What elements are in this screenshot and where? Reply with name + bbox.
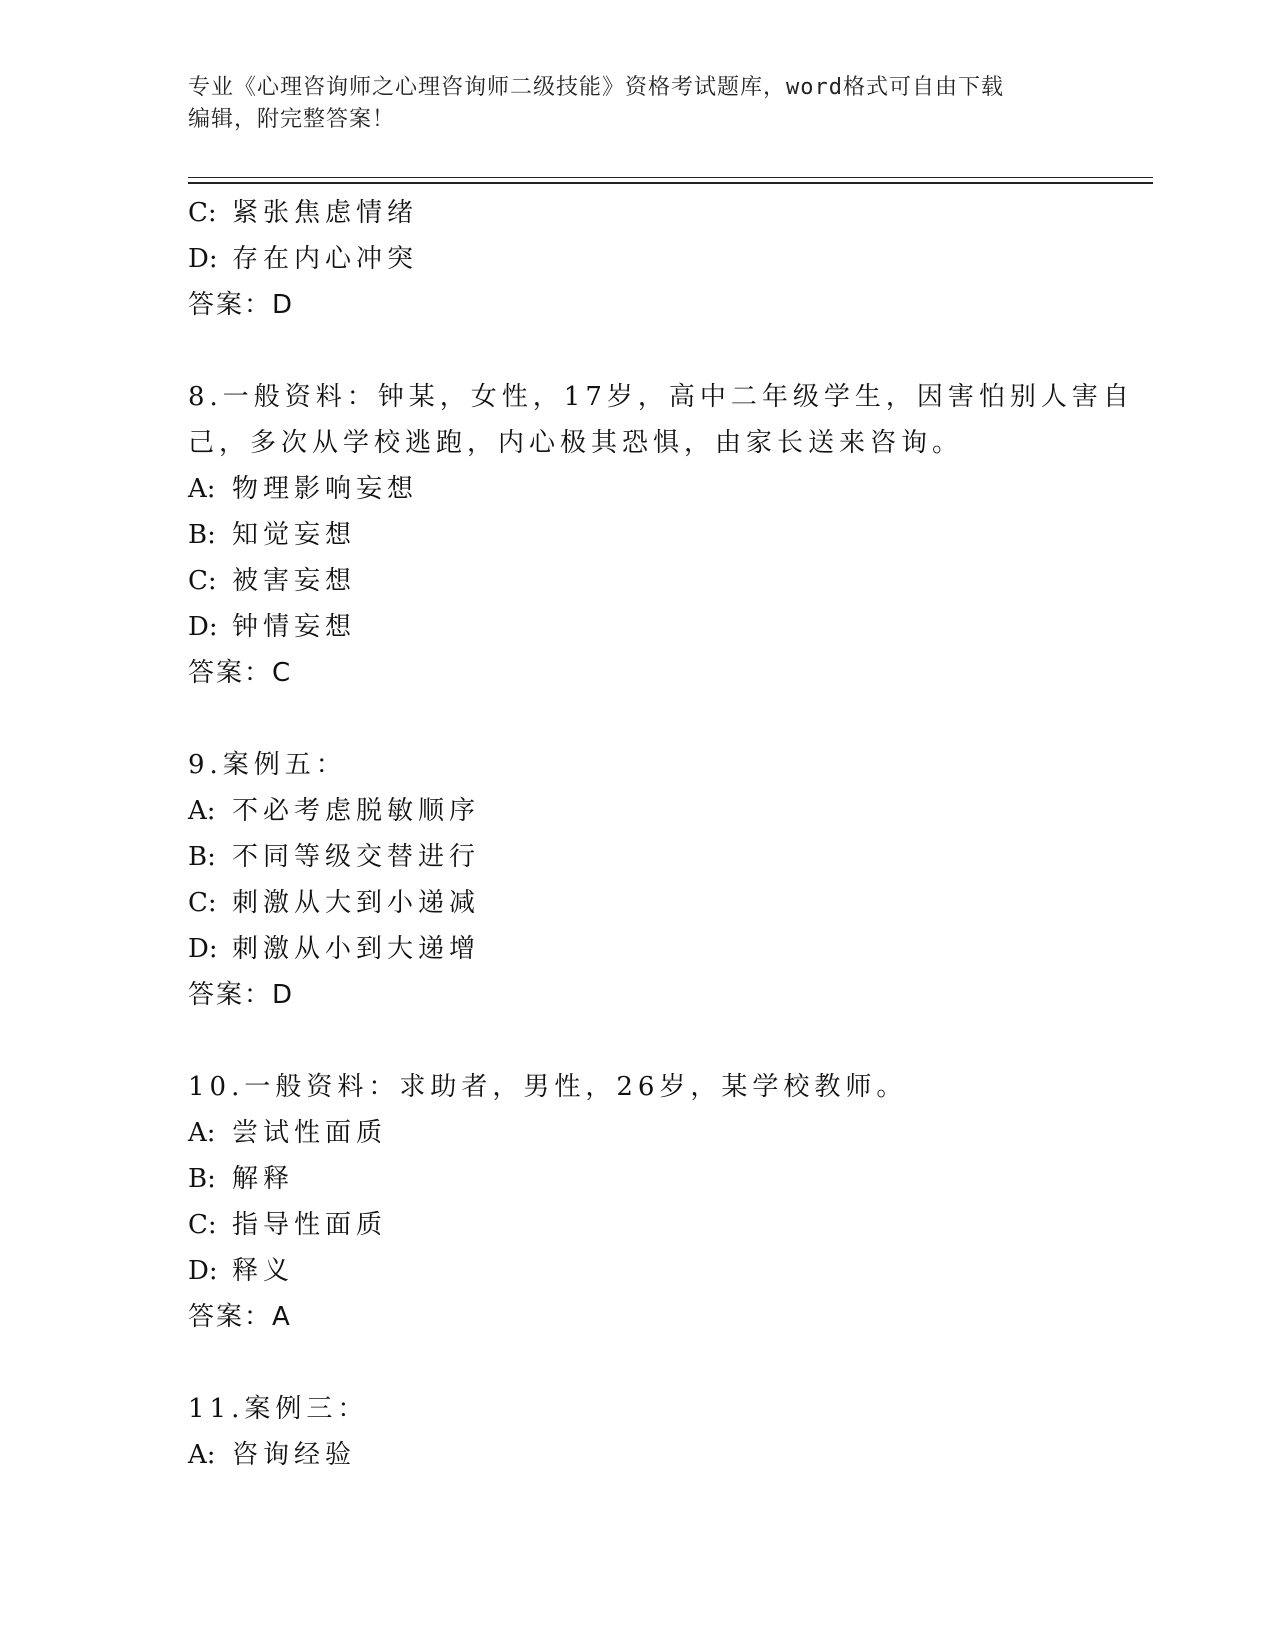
spacer	[188, 696, 1088, 742]
question-stem-line: 11.案例三：	[188, 1394, 369, 1424]
option-d	[188, 1248, 1088, 1294]
option-key: D:	[188, 244, 218, 274]
answer-line: 答案：A	[188, 1302, 292, 1332]
document-header	[188, 72, 1078, 136]
option-c	[188, 880, 1088, 926]
option-key: B:	[188, 842, 216, 872]
answer-line: 答案：D	[188, 980, 295, 1010]
option-key: C:	[188, 888, 217, 918]
question-stem-line: 己，多次从学校逃跑，内心极其恐惧，由家长送来咨询。	[188, 428, 964, 458]
header-divider-thin	[188, 177, 1153, 178]
option-a	[188, 788, 1088, 834]
option-key: A:	[188, 1118, 216, 1148]
option-d	[188, 604, 1088, 650]
option-text: 释义	[232, 1256, 295, 1286]
option-text: 刺激从大到小递减	[232, 888, 481, 918]
option-a	[188, 466, 1088, 512]
option-b	[188, 512, 1088, 558]
question-9	[188, 742, 1088, 1018]
option-b	[188, 834, 1088, 880]
option-key: A:	[188, 474, 216, 504]
option-key: B:	[188, 1164, 216, 1194]
question-10	[188, 1064, 1088, 1340]
option-key: D:	[188, 934, 218, 964]
option-text: 不必考虑脱敏顺序	[232, 796, 481, 826]
question-11	[188, 1386, 1088, 1478]
option-d	[188, 926, 1088, 972]
option-a	[188, 1110, 1088, 1156]
option-a	[188, 1432, 1088, 1478]
option-key: B:	[188, 520, 216, 550]
option-text: 存在内心冲突	[232, 244, 419, 274]
spacer	[188, 328, 1088, 374]
question-partial	[188, 190, 1088, 328]
option-text: 指导性面质	[232, 1210, 388, 1240]
question-list	[188, 190, 1134, 1478]
option-text: 物理影响妄想	[232, 474, 419, 504]
option-c	[188, 558, 1088, 604]
option-text: 刺激从小到大递增	[232, 934, 481, 964]
header-divider-thick	[188, 182, 1153, 184]
option-c	[188, 1202, 1088, 1248]
answer-line: 答案：C	[188, 658, 293, 688]
answer-line: 答案：D	[188, 290, 295, 320]
question-8	[188, 374, 1134, 696]
header-line-1: 专业《心理咨询师之心理咨询师二级技能》资格考试题库，word格式可自由下载	[188, 75, 1004, 100]
header-line-2: 编辑，附完整答案！	[188, 107, 396, 132]
option-text: 知觉妄想	[232, 520, 357, 550]
option-text: 尝试性面质	[232, 1118, 388, 1148]
option-key: C:	[188, 1210, 217, 1240]
option-key: A:	[188, 796, 216, 826]
question-stem-line: 9.案例五：	[188, 750, 347, 780]
option-text: 解释	[232, 1164, 295, 1194]
option-text: 被害妄想	[232, 566, 357, 596]
spacer	[188, 1018, 1088, 1064]
option-key: A:	[188, 1440, 216, 1470]
spacer	[188, 1340, 1088, 1386]
question-stem-line: 10.一般资料：求助者，男性，26岁，某学校教师。	[188, 1072, 908, 1102]
option-key: C:	[188, 566, 217, 596]
option-key: D:	[188, 1256, 218, 1286]
option-text: 钟情妄想	[232, 612, 357, 642]
option-text: 咨询经验	[232, 1440, 357, 1470]
question-stem-line: 8.一般资料：钟某，女性，17岁，高中二年级学生，因害怕别人害自	[188, 382, 1134, 412]
option-text: 不同等级交替进行	[232, 842, 481, 872]
option-b	[188, 1156, 1088, 1202]
option-key: C:	[188, 198, 217, 228]
option-key: D:	[188, 612, 218, 642]
option-text: 紧张焦虑情绪	[232, 198, 419, 228]
option-c	[188, 190, 1088, 236]
option-d	[188, 236, 1088, 282]
